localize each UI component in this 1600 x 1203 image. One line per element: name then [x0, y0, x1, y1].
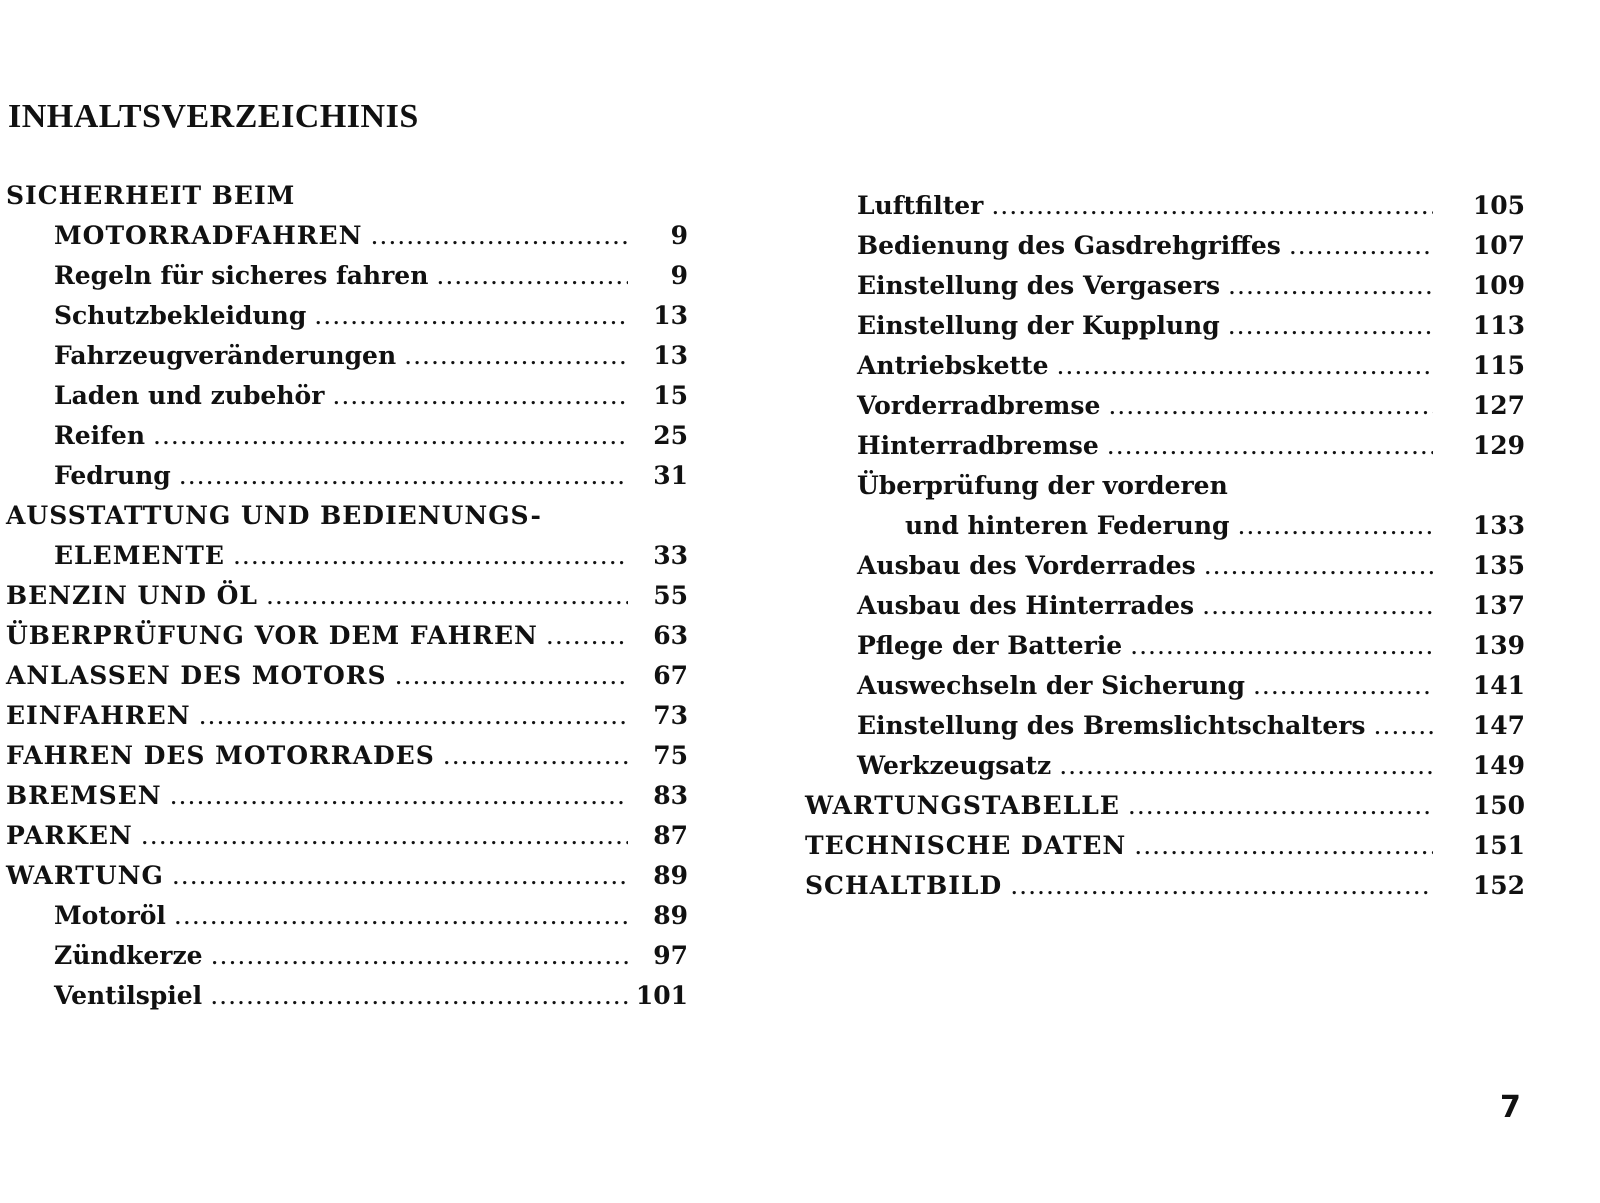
toc-entry [0, 216, 700, 256]
toc-entry-label: Schutzbekleidung [54, 301, 307, 330]
toc-entry-leader-dots [1202, 586, 1433, 626]
toc-entry-page: 97 [653, 941, 688, 970]
toc-entry [0, 696, 700, 736]
toc-entry-label: Motoröl [54, 901, 166, 930]
toc-entry-page: 31 [653, 461, 688, 490]
toc-entry [0, 376, 700, 416]
toc-entry [825, 346, 1540, 386]
toc-entry [0, 576, 700, 616]
toc-entry-label: Fedrung [54, 461, 171, 490]
toc-entry-page: 73 [653, 701, 688, 730]
toc-entry-label: ÜBERPRÜFUNG VOR DEM FAHREN [6, 621, 538, 650]
toc-entry [0, 456, 700, 496]
toc-entry-page: 113 [1472, 311, 1525, 340]
toc-entry-page: 87 [653, 821, 688, 850]
toc-entry-leader-dots [404, 336, 628, 376]
toc-entry [0, 776, 700, 816]
toc-entry-label: Einstellung des Bremslichtschalters [857, 711, 1366, 740]
toc-entry-leader-dots [1128, 786, 1433, 826]
toc-entry-leader-dots [211, 936, 628, 976]
toc-entry-leader-dots [436, 256, 628, 296]
toc-entry-leader-dots [153, 416, 628, 456]
toc-entry-label: Ventilspiel [54, 981, 203, 1010]
toc-entry-page: 13 [653, 301, 688, 330]
toc-entry [825, 506, 1540, 546]
toc-entry [0, 256, 700, 296]
toc-entry-page: 150 [1472, 791, 1525, 820]
toc-entry-leader-dots [266, 576, 628, 616]
toc-entry [825, 626, 1540, 666]
toc-entry-leader-dots [1228, 266, 1433, 306]
toc-entry-label: Bedienung des Gasdrehgriffes [857, 231, 1281, 260]
toc-entry-page: 139 [1472, 631, 1525, 660]
toc-entry-page: 149 [1472, 751, 1525, 780]
toc-entry-page: 63 [653, 621, 688, 650]
toc-entry-label: Fahrzeugveränderungen [54, 341, 397, 370]
toc-entry-leader-dots [174, 896, 628, 936]
toc-entry-page: 9 [670, 221, 688, 250]
toc-entry-label: und hinteren Federung [905, 511, 1230, 540]
toc-entry-page: 15 [653, 381, 688, 410]
toc-entry [0, 816, 700, 856]
toc-entry-label: Zündkerze [54, 941, 203, 970]
toc-entry-page: 135 [1472, 551, 1525, 580]
toc-entry-page: 133 [1472, 511, 1525, 540]
toc-entry-leader-dots [141, 816, 628, 856]
toc-entry-leader-dots [395, 656, 628, 696]
toc-entry-label: Überprüfung der vorderen [857, 471, 1228, 500]
toc-entry-leader-dots [332, 376, 628, 416]
toc-entry [0, 336, 700, 376]
toc-entry-leader-dots [233, 536, 628, 576]
toc-entry [825, 466, 1540, 506]
toc-entry-label: Luftfilter [857, 191, 984, 220]
toc-entry [0, 936, 700, 976]
toc-entry-page: 107 [1472, 231, 1525, 260]
toc-entry-leader-dots [1237, 506, 1433, 546]
toc-entry-label: MOTORRADFAHREN [54, 221, 363, 250]
toc-entry-leader-dots [546, 616, 628, 656]
toc-entry-label: PARKEN [6, 821, 133, 850]
toc-entry [825, 746, 1540, 786]
toc-entry-label: EINFAHREN [6, 701, 191, 730]
toc-entry-label: Vorderradbremse [857, 391, 1101, 420]
toc-entry [825, 306, 1540, 346]
page-title: INHALTSVERZEICHINIS [8, 98, 419, 135]
toc-entry-page: 83 [653, 781, 688, 810]
toc-entry-page: 127 [1472, 391, 1525, 420]
toc-entry [825, 426, 1540, 466]
toc-entry-leader-dots [1059, 746, 1433, 786]
toc-entry-leader-dots [1107, 426, 1433, 466]
toc-entry-leader-dots [1253, 666, 1433, 706]
toc-entry [0, 416, 700, 456]
toc-entry-leader-dots [1108, 386, 1433, 426]
toc-entry-leader-dots [1374, 706, 1434, 746]
toc-entry-leader-dots [443, 736, 628, 776]
toc-entry-page: 101 [635, 981, 688, 1010]
toc-entry-leader-dots [314, 296, 628, 336]
toc-entry-label: ELEMENTE [54, 541, 225, 570]
toc-entry-label: Einstellung des Vergasers [857, 271, 1221, 300]
toc-entry-page: 152 [1472, 871, 1525, 900]
toc-entry-page: 137 [1472, 591, 1525, 620]
toc-entry-label: ANLASSEN DES MOTORS [6, 661, 387, 690]
toc-entry-leader-dots [1228, 306, 1433, 346]
toc-entry-page: 115 [1472, 351, 1525, 380]
toc-entry-page: 67 [653, 661, 688, 690]
toc-entry-label: BENZIN UND ÖL [6, 581, 258, 610]
toc-entry-leader-dots [1134, 826, 1433, 866]
toc-entry-page: 33 [653, 541, 688, 570]
toc-entry-leader-dots [1056, 346, 1433, 386]
toc-entry-leader-dots [179, 456, 628, 496]
toc-entry-page: 147 [1472, 711, 1525, 740]
toc-entry-label: Reifen [54, 421, 146, 450]
toc-entry [805, 786, 1540, 826]
toc-entry-page: 141 [1472, 671, 1525, 700]
toc-entry [0, 856, 700, 896]
toc-entry-label: Ausbau des Vorderrades [857, 551, 1196, 580]
toc-entry [0, 736, 700, 776]
toc-entry [0, 536, 700, 576]
toc-entry-label: Ausbau des Hinterrades [857, 591, 1195, 620]
toc-entry-label: Regeln für sicheres fahren [54, 261, 429, 290]
toc-entry [0, 496, 700, 536]
toc-entry-label: Werkzeugsatz [857, 751, 1052, 780]
toc-entry-label: SCHALTBILD [805, 871, 1003, 900]
toc-entry [805, 866, 1540, 906]
toc-entry-label: Antriebskette [857, 351, 1049, 380]
toc-entry [0, 976, 700, 1016]
toc-entry [825, 386, 1540, 426]
toc-entry-page: 9 [670, 261, 688, 290]
toc-entry-leader-dots [991, 186, 1433, 226]
toc-entry-page: 25 [653, 421, 688, 450]
toc-entry [805, 826, 1540, 866]
toc-entry-page: 129 [1472, 431, 1525, 460]
toc-entry-leader-dots [1204, 546, 1433, 586]
toc-entry [0, 176, 700, 216]
toc-entry-leader-dots [1010, 866, 1433, 906]
toc-entry [0, 296, 700, 336]
toc-entry [825, 186, 1540, 226]
page-number: 7 [1500, 1090, 1521, 1125]
toc-entry [825, 226, 1540, 266]
toc-entry-label: FAHREN DES MOTORRADES [6, 741, 435, 770]
toc-entry-label: WARTUNG [6, 861, 164, 890]
toc-entry [0, 896, 700, 936]
toc-entry-label: TECHNISCHE DATEN [805, 831, 1127, 860]
toc-entry [0, 656, 700, 696]
toc-entry-label: BREMSEN [6, 781, 162, 810]
toc-entry-leader-dots [172, 856, 628, 896]
toc-entry-page: 89 [653, 861, 688, 890]
toc-entry [0, 616, 700, 656]
toc-left-column [0, 176, 700, 1016]
toc-entry-label: Pflege der Batterie [857, 631, 1123, 660]
toc-entry-leader-dots [1130, 626, 1433, 666]
toc-entry-page: 55 [653, 581, 688, 610]
toc-entry-label: Laden und zubehör [54, 381, 325, 410]
toc-entry-leader-dots [170, 776, 628, 816]
toc-entry-label: SICHERHEIT BEIM [6, 181, 296, 210]
toc-entry-page: 105 [1472, 191, 1525, 220]
toc-entry-leader-dots [370, 216, 628, 256]
toc-entry-leader-dots [210, 976, 628, 1016]
toc-entry [825, 586, 1540, 626]
toc-right-column [805, 186, 1540, 906]
toc-entry-label: Auswechseln der Sicherung [857, 671, 1245, 700]
toc-entry-page: 109 [1472, 271, 1525, 300]
toc-entry-label: Hinterradbremse [857, 431, 1099, 460]
toc-entry-leader-dots [199, 696, 628, 736]
toc-entry-leader-dots [1289, 226, 1433, 266]
toc-entry [825, 266, 1540, 306]
toc-entry-label: WARTUNGSTABELLE [805, 791, 1120, 820]
toc-entry-page: 89 [653, 901, 688, 930]
toc-entry-page: 151 [1472, 831, 1525, 860]
toc-entry [825, 706, 1540, 746]
toc-entry-label: AUSSTATTUNG UND BEDIENUNGS- [6, 501, 542, 530]
toc-entry-page: 13 [653, 341, 688, 370]
toc-entry [825, 546, 1540, 586]
toc-entry-page: 75 [653, 741, 688, 770]
toc-entry-label: Einstellung der Kupplung [857, 311, 1220, 340]
toc-entry [825, 666, 1540, 706]
